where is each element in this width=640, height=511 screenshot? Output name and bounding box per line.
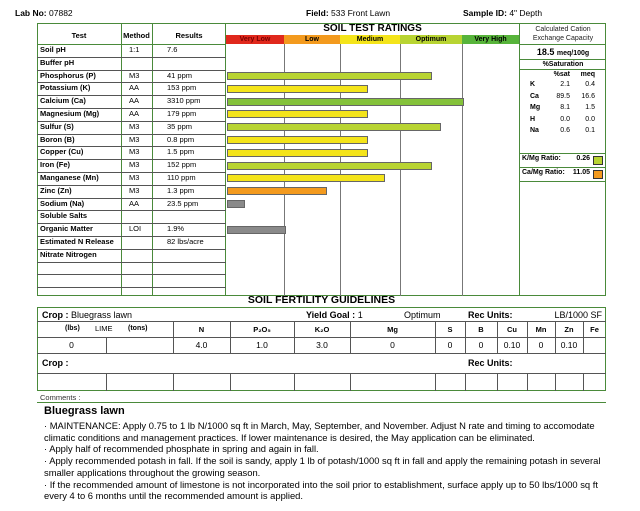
rating-grid-line [462,44,463,296]
comment-paragraph: · MAINTENANCE: Apply 0.75 to 1 lb N/1000 sq ft in March, May, September, and November. Adjust N rate and timing to accomodate climatic conditions and management practices. If lower maintenance is desired, the May application can be eliminated. [44,420,595,443]
test-method: M3 [129,70,140,80]
cec-unit: meq/100g [556,50,590,57]
test-name: Nitrate Nitrogen [40,249,97,259]
rating-grid-line [284,44,285,296]
test-name: Phosphorus (P) [40,70,96,80]
test-result [167,57,225,70]
sample-id [463,8,542,18]
test-result: 82 lbs/acre [167,237,204,246]
sample-value: 4" Depth [509,8,543,18]
ratio-divider [520,167,606,168]
ratio-swatch [593,156,603,165]
test-result: 0.8 ppm [167,134,195,144]
test-name: Boron (B) [40,134,75,144]
cation-meq: 0.4 [585,81,595,88]
rec-top-line [37,321,606,322]
ratio-swatch [593,170,603,179]
test-result: 153 ppm [167,83,197,93]
nutrient-divider [583,321,584,353]
nutrient-header: N [198,325,205,334]
rec-units2-label: Rec Units: [468,358,513,368]
lime-divider [106,337,107,353]
test-method: LOI [129,224,142,234]
test-name: Soil pH [40,45,66,54]
cation-meq: 1.5 [585,104,595,111]
test-name: Estimated N Release [40,237,114,246]
rating-bar [227,200,245,208]
test-method: AA [129,83,140,93]
rating-bar [227,136,368,144]
nutrient-divider [350,373,351,391]
test-name: Sulfur (S) [40,121,74,131]
nutrient-header: P₂O₅ [253,325,271,334]
cation-element: K [530,81,536,88]
cation-sat: 2.1 [560,81,570,88]
col-results-header: Results [175,31,203,40]
nutrient-divider [497,373,498,391]
rating-category-medium: Medium [340,35,400,44]
soil-test-table [37,23,226,296]
col-method-header: Method [123,31,150,40]
rating-category-low: Low [284,35,340,44]
test-name: Manganese (Mn) [40,173,99,182]
yield-goal [306,310,363,320]
cec-divider-3 [520,69,606,70]
test-result: 1.9% [167,224,185,234]
test-name [40,262,120,275]
nutrient-value: 0 [447,340,453,350]
crop-label: Crop : [42,310,69,320]
nutrient-divider [435,373,436,391]
nutrient-header: Fe [590,325,599,334]
test-name: Organic Matter [40,224,93,234]
test-result: 110 ppm [167,173,196,182]
lime-tons-label: (tons) [128,325,148,332]
crop2-label [42,358,69,368]
ratio-value: 0.26 [576,155,590,162]
rating-grid-line [340,44,341,296]
rating-bar [227,85,368,93]
test-method: M3 [129,147,140,157]
guidelines-title: SOIL FERTILITY GUIDELINES [247,294,396,306]
test-result: 35 ppm [167,121,193,131]
nutrient-header: S [447,325,453,334]
cation-element: Na [530,127,539,134]
nutrient-value: 0 [478,340,484,350]
yield-value: 1 [357,310,363,320]
test-method: M3 [129,121,140,131]
lime-label: LIME [95,324,113,333]
lab-no-label: Lab No: [15,8,47,18]
rating-bar [227,123,441,131]
cec-divider-4 [520,153,606,154]
rec-bottom-line [37,353,606,354]
nutrient-header: Mn [535,325,547,334]
test-result [167,274,225,287]
rating-bar [227,174,385,182]
test-method [129,210,151,223]
nutrient-divider [173,373,174,391]
nutrient-header: Cu [507,325,517,334]
cation-sat: 8.1 [560,104,570,111]
nutrient-divider [465,373,466,391]
test-result [167,210,225,223]
cation-element: Mg [530,104,541,111]
nutrient-divider [435,321,436,353]
rating-category-optimum: Optimum [400,35,462,44]
nutrient-divider [583,373,584,391]
rating-category-very-high: Very High [462,35,519,44]
col-test-header: Test [71,31,87,40]
test-result: 7.6 [167,45,178,54]
rating-bar [227,110,368,118]
ratings-title: SOIL TEST RATINGS [323,23,422,34]
comments-heading: Bluegrass lawn [44,405,125,417]
crop-value: Bluegrass lawn [71,310,133,320]
test-name: Soluble Salts [40,211,88,221]
ratings-grid [226,44,519,296]
ratio-label: K/Mg Ratio: [522,155,561,162]
row-divider [37,287,226,288]
field-label: Field: [306,8,329,18]
cation-element: Ca [530,92,539,100]
test-name: Iron (Fe) [40,160,70,170]
cation-meq: 16.6 [581,92,595,100]
cec-number: 18.5 [536,47,555,57]
nutrient-divider [230,321,231,353]
test-result [167,249,225,262]
test-name: Calcium (Ca) [40,96,86,106]
cation-sat: 89.5 [556,92,570,100]
test-name: Copper (Cu) [40,147,84,157]
col-sat-header: %sat [553,71,570,78]
test-name: Potassium (K) [40,83,91,93]
nutrient-value: 4.0 [195,340,208,350]
cation-meq: 0.0 [585,115,595,123]
cec-divider-1 [520,44,606,45]
cation-element: H [530,115,536,123]
test-method [129,262,151,275]
rating-bar [227,162,432,170]
test-name [40,274,120,287]
nutrient-value: 0.10 [503,340,521,350]
cec-value [520,46,606,60]
rec2-top-line [37,373,606,374]
nutrient-value: 1.0 [256,340,268,350]
test-method [129,274,151,287]
test-method: M3 [129,160,140,170]
nutrient-header: K₂O [314,325,330,334]
nutrient-divider [173,321,174,353]
recommendation-table [37,321,606,354]
rating-bar [227,226,286,234]
nutrient-divider [294,373,295,391]
test-method: 1:1 [129,45,140,54]
nutrient-value: 0.10 [560,340,578,350]
lab-number [15,8,73,18]
test-result: 3310 ppm [167,96,201,106]
test-result: 1.5 ppm [167,147,195,157]
comment-paragraph: · If the recommended amount of limestone is not incorporated into the soil prior to establishment, surface apply up to 50 lbs/1000 sq ft every 4 to 6 months until the recommended amount is applied. [44,478,598,502]
lab-no-value: 07882 [49,8,73,18]
test-method [129,249,151,262]
test-method [129,57,151,70]
nutrient-divider [527,321,528,353]
test-name: Magnesium (Mg) [40,109,100,118]
ratio-value: 11.05 [572,169,590,176]
test-method: AA [129,198,140,208]
col-meq-header: meq [580,71,595,78]
test-result [167,262,225,275]
cec-title [520,25,606,43]
cec-title-line1: Calculated Cation [535,26,591,33]
crop2-label-text: Crop : [42,358,69,368]
test-method: M3 [129,173,140,182]
rating-bar [227,149,368,157]
nutrient-divider [555,373,556,391]
cation-sat: 0.6 [560,127,570,134]
field-value: 533 Front Lawn [331,8,391,18]
nutrient-value: 0 [538,340,544,350]
yield-desc: Optimum [404,310,441,320]
comments-body [44,420,604,502]
test-method: M3 [129,134,140,144]
nutrient-divider [294,321,295,353]
rec-mid-line [37,337,606,338]
cation-sat: 0.0 [560,115,570,123]
test-method: M3 [129,185,140,195]
rating-bar [227,187,327,195]
ratio-label: Ca/Mg Ratio: [522,169,565,176]
test-result: 152 ppm [167,160,197,170]
test-name: Zinc (Zn) [40,185,72,195]
yield-label: Yield Goal : [306,310,356,320]
test-result: 23.5 ppm [167,198,199,208]
rating-grid-line [400,44,401,296]
test-result: 179 ppm [167,109,197,118]
nutrient-value: 0 [390,340,395,350]
test-result: 41 ppm [167,70,193,80]
test-method [129,236,151,249]
nutrient-divider [465,321,466,353]
test-name: Sodium (Na) [40,198,85,208]
sample-label: Sample ID: [463,8,507,18]
lime-divider [106,373,107,391]
cec-title-line2: Exchange Capacity [532,35,594,42]
nutrient-divider [527,373,528,391]
test-result: 1.3 ppm [167,185,195,195]
nutrient-header: B [478,325,484,334]
cation-meq: 0.1 [585,127,595,134]
rec-units-value: LB/1000 SF [554,310,602,320]
test-method: AA [129,109,140,118]
nutrient-header: Zn [564,325,574,334]
lime-lbs-value: 0 [69,340,74,350]
crop-line [42,310,132,320]
recommendation-table-2 [37,373,606,391]
rating-category-very-low: Very Low [226,35,284,44]
comments-label: Comments : [40,393,81,402]
test-method: AA [129,96,140,106]
rating-bar [227,98,464,106]
nutrient-value: 3.0 [316,340,328,350]
field-info [306,8,390,18]
comment-paragraph: · Apply recommended potash in fall. If the soil is sandy, apply 1 lb of potash/1000 sq ft in fall and apply the remaining potash in several smaller applications throughout the growing season. [44,455,601,478]
rating-bar [227,72,432,80]
nutrient-divider [230,373,231,391]
rec-units-label: Rec Units: [468,310,513,320]
lime-lbs-label: (lbs) [65,325,80,332]
nutrient-header: Mg [387,325,398,334]
nutrient-divider [350,321,351,353]
nutrient-divider [497,321,498,353]
test-name: Buffer pH [40,57,75,67]
saturation-label: %Saturation [542,61,584,68]
ratio-divider [520,181,606,182]
comment-paragraph: · Apply half of recommended phosphate in spring and again in fall. [44,443,319,455]
nutrient-divider [555,321,556,353]
